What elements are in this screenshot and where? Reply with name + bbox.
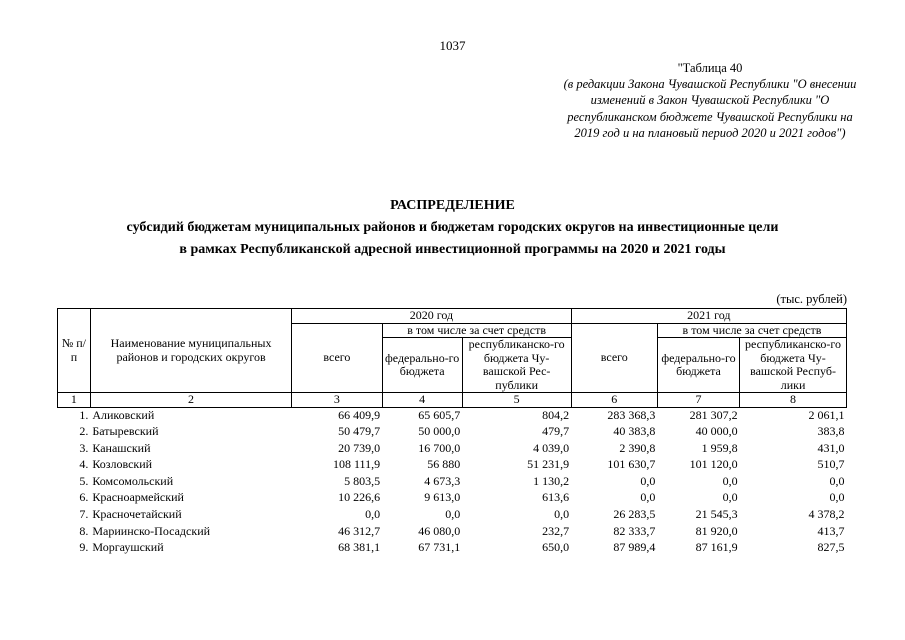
- federal-2021: 0,0: [722, 473, 738, 488]
- total-2021: 40 383,8: [613, 424, 656, 439]
- row-number: 9.: [79, 540, 89, 555]
- republic-2021: 827,5: [817, 540, 845, 555]
- header-num: № п/п: [58, 309, 91, 393]
- republic-2021: 2 061,1: [808, 407, 845, 422]
- federal-2020: 16 700,0: [418, 440, 461, 455]
- total-2021: 26 283,5: [613, 507, 656, 522]
- table-row: [58, 507, 847, 524]
- row-number: 1.: [79, 407, 89, 422]
- total-2020: 66 409,9: [338, 407, 381, 422]
- republic-2020: 650,0: [542, 540, 570, 555]
- federal-2021: 1 959,8: [701, 440, 738, 455]
- table-reference: [560, 60, 860, 141]
- total-2021: 0,0: [640, 473, 656, 488]
- unit-label: (тыс. рублей): [776, 292, 847, 306]
- total-2021: 0,0: [640, 490, 656, 505]
- table-header: [58, 309, 847, 408]
- column-number: 4: [382, 393, 462, 408]
- row-number: 8.: [79, 523, 89, 538]
- federal-2020: 4 673,3: [424, 473, 461, 488]
- republic-2021: 510,7: [817, 457, 845, 472]
- column-number: 8: [740, 393, 847, 408]
- total-2020: 68 381,1: [338, 540, 381, 555]
- district-name: Козловский: [92, 457, 153, 472]
- republic-2020: 0,0: [554, 507, 570, 522]
- republic-2021: 0,0: [829, 473, 845, 488]
- total-2020: 5 803,5: [344, 473, 381, 488]
- column-number: 7: [657, 393, 739, 408]
- district-name: Канашский: [92, 440, 151, 455]
- table-row: [58, 441, 847, 458]
- table-row: [58, 424, 847, 441]
- federal-2020: 67 731,1: [418, 540, 461, 555]
- title-heading: РАСПРЕДЕЛЕНИЕ: [390, 198, 515, 213]
- federal-2020: 50 000,0: [418, 424, 461, 439]
- header-republic-2021: республиканско-го бюджета Чу-вашской Респуб-лики: [740, 338, 847, 393]
- federal-2021: 21 545,3: [695, 507, 738, 522]
- federal-2021: 101 120,0: [689, 457, 738, 472]
- federal-2020: 0,0: [445, 507, 461, 522]
- total-2021: 101 630,7: [607, 457, 656, 472]
- table-row: [58, 474, 847, 491]
- row-number: 5.: [79, 473, 89, 488]
- total-2020: 46 312,7: [338, 523, 381, 538]
- column-number-row: [58, 393, 847, 408]
- total-2021: 82 333,7: [613, 523, 656, 538]
- page-number: 1037: [439, 38, 466, 53]
- header-incl-2021: в том числе за счет средств: [657, 323, 846, 338]
- row-number: 4.: [79, 457, 89, 472]
- total-2021: 87 989,4: [613, 540, 656, 555]
- table-row: [58, 540, 847, 557]
- title-subline-2: в рамках Республиканской адресной инвестиционной программы на 2020 и 2021 годы: [179, 242, 726, 257]
- title-subline-1: субсидий бюджетам муниципальных районов и бюджетам городских округов на инвестиционные цели: [126, 220, 779, 235]
- row-number: 2.: [79, 424, 89, 439]
- district-name: Мариинско-Посадский: [92, 523, 211, 538]
- district-name: Аликовский: [92, 407, 155, 422]
- federal-2021: 281 307,2: [689, 407, 738, 422]
- row-number: 6.: [79, 490, 89, 505]
- total-2021: 2 390,8: [619, 440, 656, 455]
- row-number: 3.: [79, 440, 89, 455]
- republic-2020: 4 039,0: [533, 440, 570, 455]
- federal-2021: 87 161,9: [695, 540, 738, 555]
- distribution-table: [57, 308, 847, 557]
- header-total-2021: всего: [571, 323, 657, 393]
- district-name: Красноармейский: [92, 490, 184, 505]
- table-row: [58, 457, 847, 474]
- total-2020: 10 226,6: [338, 490, 381, 505]
- republic-2020: 232,7: [542, 523, 570, 538]
- column-number: 6: [571, 393, 657, 408]
- republic-2021: 383,8: [817, 424, 845, 439]
- federal-2021: 0,0: [722, 490, 738, 505]
- republic-2021: 413,7: [817, 523, 845, 538]
- republic-2021: 0,0: [829, 490, 845, 505]
- republic-2020: 1 130,2: [533, 473, 570, 488]
- federal-2020: 56 880: [427, 457, 461, 472]
- republic-2021: 431,0: [817, 440, 845, 455]
- total-2020: 108 111,9: [332, 457, 381, 472]
- column-number: 2: [90, 393, 291, 408]
- total-2021: 283 368,3: [607, 407, 656, 422]
- total-2020: 20 739,0: [338, 440, 381, 455]
- document-title: [0, 195, 905, 261]
- table-body: [58, 407, 847, 557]
- district-name: Комсомольский: [92, 473, 174, 488]
- header-republic-2020: республиканско-го бюджета Чу-вашской Рес-публики: [462, 338, 571, 393]
- federal-2020: 46 080,0: [418, 523, 461, 538]
- header-federal-2020: федерально-го бюджета: [382, 338, 462, 393]
- republic-2020: 613,6: [542, 490, 570, 505]
- republic-2020: 479,7: [542, 424, 570, 439]
- column-number: 1: [58, 393, 91, 408]
- table-label: "Таблица 40: [677, 61, 743, 75]
- republic-2020: 804,2: [542, 407, 570, 422]
- republic-2021: 4 378,2: [808, 507, 845, 522]
- header-name: Наименование муниципальных районов и городских округов: [90, 309, 291, 393]
- row-number: 7.: [79, 507, 89, 522]
- header-federal-2021: федерально-го бюджета: [657, 338, 739, 393]
- header-year-2021: 2021 год: [571, 309, 846, 324]
- federal-2020: 65 605,7: [418, 407, 461, 422]
- column-number: 3: [292, 393, 382, 408]
- header-year-2020: 2020 год: [292, 309, 571, 324]
- table-row: [58, 490, 847, 507]
- table-row: [58, 524, 847, 541]
- district-name: Красночетайский: [92, 507, 182, 522]
- header-total-2020: всего: [292, 323, 382, 393]
- column-number: 5: [462, 393, 571, 408]
- edition-note: (в редакции Закона Чувашской Республики "О внесении изменений в Закон Чувашской Республики "О республиканском бюджете Чувашской Республики на 2019 год и на плановый период 2020 и 2021 годов"): [563, 77, 857, 140]
- table-row: [58, 407, 847, 424]
- federal-2021: 40 000,0: [695, 424, 738, 439]
- federal-2021: 81 920,0: [695, 523, 738, 538]
- district-name: Батыревский: [92, 424, 159, 439]
- district-name: Моргаушский: [92, 540, 164, 555]
- republic-2020: 51 231,9: [527, 457, 570, 472]
- total-2020: 50 479,7: [338, 424, 381, 439]
- federal-2020: 9 613,0: [424, 490, 461, 505]
- header-incl-2020: в том числе за счет средств: [382, 323, 571, 338]
- total-2020: 0,0: [365, 507, 381, 522]
